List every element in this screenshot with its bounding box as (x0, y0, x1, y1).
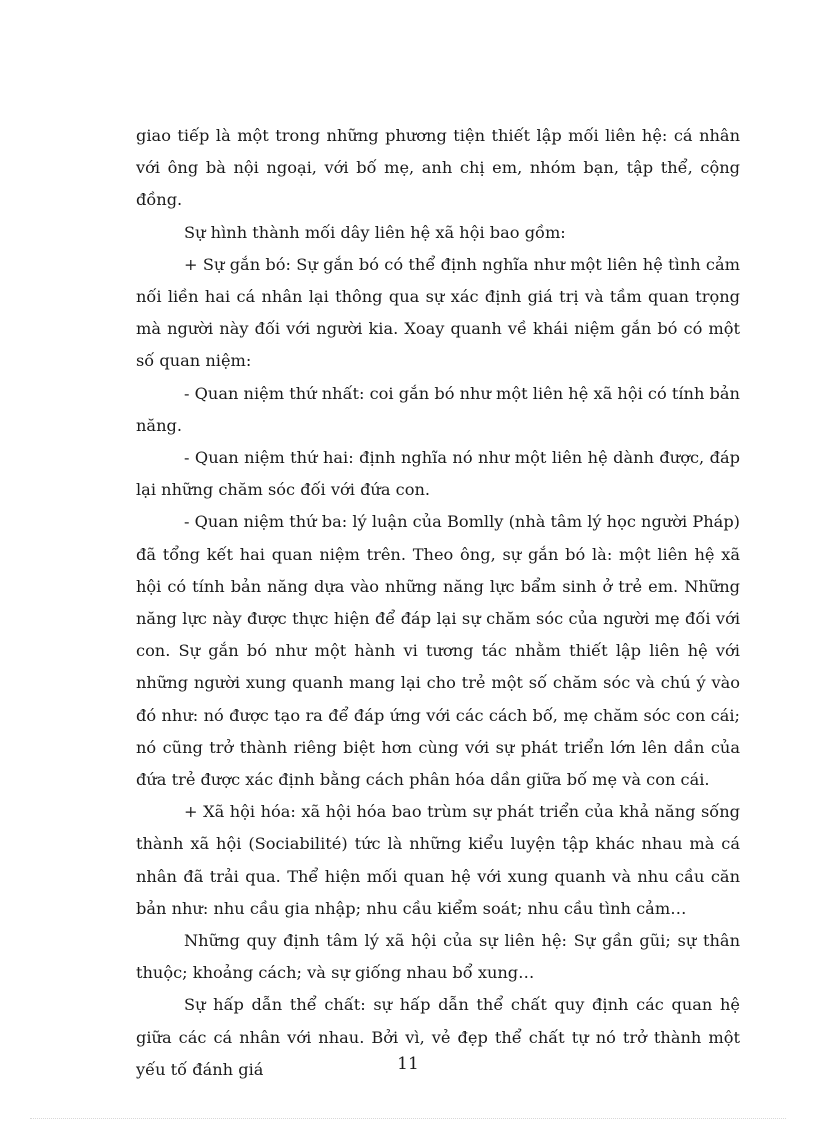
paragraph-view-1: - Quan niệm thứ nhất: coi gắn bó như một liên hệ xã hội có tính bản năng. (136, 383, 740, 435)
footer-divider (30, 1118, 786, 1119)
paragraph-physical-attraction: Sự hấp dẫn thể chất: sự hấp dẫn thể chất quy định các quan hệ giữa các cá nhân với nhau. Bởi vì, vẻ đẹp thể chất tự nó trở thành một yếu tố đánh giá (136, 995, 740, 1079)
paragraph-intro: Sự hình thành mối dây liên hệ xã hội bao gồm: (184, 222, 566, 242)
paragraph-view-2: - Quan niệm thứ hai: định nghĩa nó như một liên hệ dành được, đáp lại những chăm sóc đối với đứa con. (136, 448, 740, 500)
body-text (136, 120, 740, 1086)
paragraph-socialization: + Xã hội hóa: xã hội hóa bao trùm sự phát triển của khả năng sống thành xã hội (Sociabilité) tức là những kiểu luyện tập khác nhau mà cá nhân đã trải qua. Thể hiện mối quan hệ với xung quanh và nhu cầu căn bản như: nhu cầu gia nhập; nhu cầu kiểm soát; nhu cầu tình cảm… (136, 802, 740, 918)
page-number: 11 (397, 1054, 419, 1074)
paragraph-continuation: giao tiếp là một trong những phương tiện thiết lập mối liên hệ: cá nhân với ông bà nội ngoại, với bố mẹ, anh chị em, nhóm bạn, tập thể, cộng đồng. (136, 126, 740, 210)
paragraph-view-3: - Quan niệm thứ ba: lý luận của Bomlly (nhà tâm lý học người Pháp) đã tổng kết hai quan niệm trên. Theo ông, sự gắn bó là: một liên hệ xã hội có tính bản năng dựa vào những năng lực bẩm sinh ở trẻ em. Những năng lực này được thực hiện để đáp lại sự chăm sóc của người mẹ đối với con. Sự gắn bó như một hành vi tương tác nhằm thiết lập liên hệ với những người xung quanh mang lại cho trẻ một số chăm sóc và chú ý vào đó như: nó được tạo ra để đáp ứng với các cách bố, mẹ chăm sóc con cái; nó cũng trở thành riêng biệt hơn cùng với sự phát triển lớn lên dần của đứa trẻ được xác định bằng cách phân hóa dần giữa bố mẹ và con cái. (136, 512, 740, 790)
paragraph-attachment: + Sự gắn bó: Sự gắn bó có thể định nghĩa như một liên hệ tình cảm nối liền hai cá nhân lại thông qua sự xác định giá trị và tầm quan trọng mà người này đối với người kia. Xoay quanh về khái niệm gắn bó có một số quan niệm: (136, 254, 740, 371)
paragraph-regulations: Những quy định tâm lý xã hội của sự liên hệ: Sự gần gũi; sự thân thuộc; khoảng cách; và sự giống nhau bổ xung… (136, 931, 740, 983)
